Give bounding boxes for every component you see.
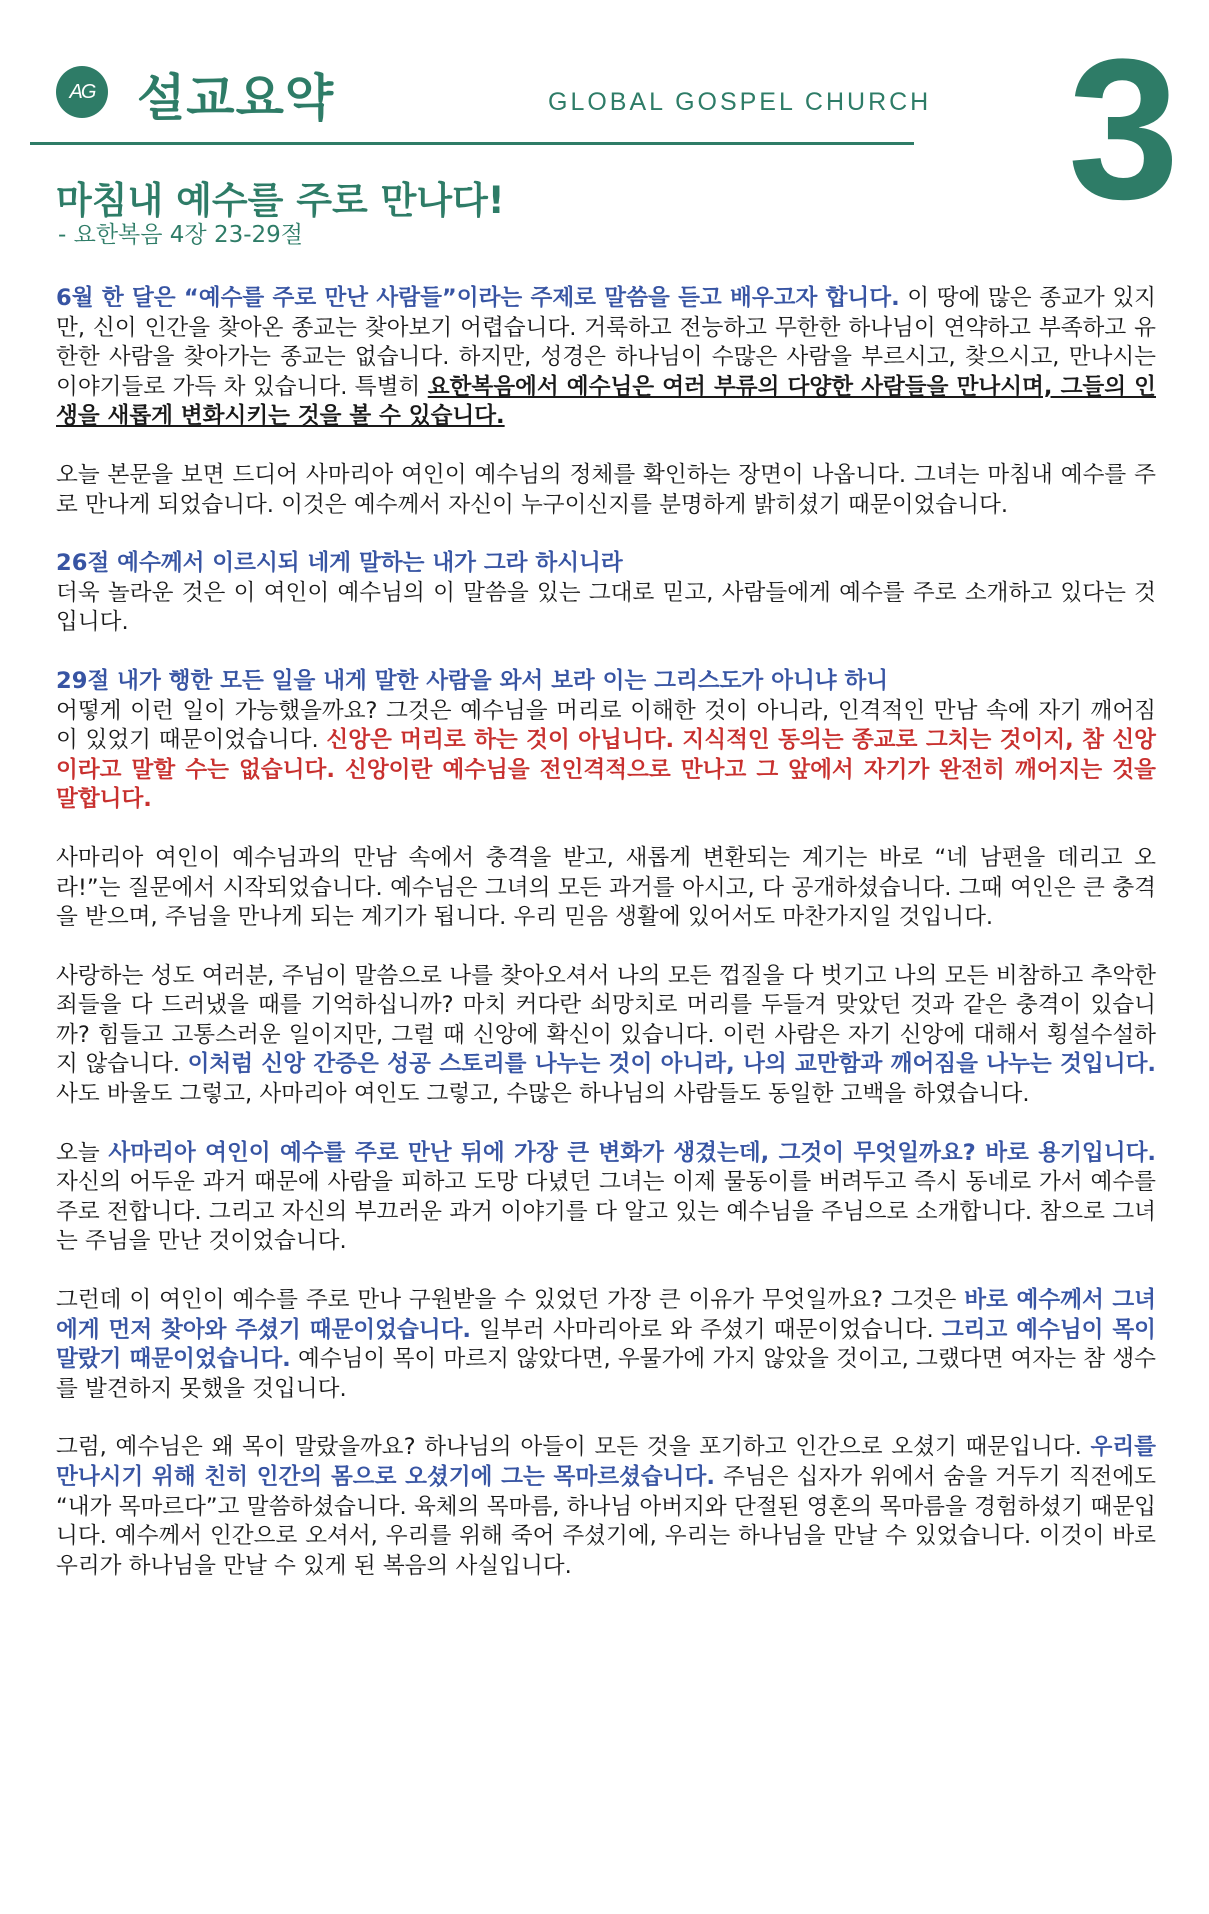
body-text: 더욱 놀라운 것은 이 여인이 예수님의 이 말씀을 있는 그대로 믿고, 사람들에게 예수를 주로 소개하고 있다는 것입니다. <box>56 579 1156 636</box>
verse-quote: 29절 내가 행한 모든 일을 내게 말한 사람을 와서 보라 이는 그리스도가 아니냐 하니 <box>56 667 889 694</box>
paragraph-verse-26 <box>56 549 1156 638</box>
paragraph-encounter: 사마리아 여인이 예수님과의 만남 속에서 충격을 받고, 새롭게 변환되는 계기는 바로 “네 남편을 데리고 오라!”는 질문에서 시작되었습니다. 예수님은 그녀의 모든 과거를 아시고, 다 공개하셨습니다. 그때 여인은 큰 충격을 받으며, 주님을 만나게 되는 계기가 됩니다. 우리 믿음 생활에 있어서도 마찬가지일 것입니다. <box>56 844 1156 931</box>
sermon-body <box>56 284 1156 1610</box>
body-text: 사도 바울도 그렇고, 사마리아 여인도 그렇고, 수많은 하나님의 사람들도 동일한 고백을 하였습니다. <box>56 1081 1030 1108</box>
body-text: 오늘 <box>56 1139 109 1166</box>
brand-title: 설교요약 <box>137 69 335 127</box>
paragraph-thirst <box>56 1433 1156 1581</box>
body-text: 그런데 이 여인이 예수를 주로 만나 구원받을 수 있었던 가장 큰 이유가 무엇일까요? 그것은 <box>56 1287 965 1314</box>
highlight-red: 신앙은 머리로 하는 것이 아닙니다. 지식적인 동의는 종교로 그치는 것이지, 참 신앙이라고 말할 수는 없습니다. 신앙이란 예수님을 전인격적으로 만나고 그 앞에서 자기가 완전히 깨어지는 것을 말합니다. <box>56 727 1157 813</box>
body-text: 이 땅에 많은 종교가 있지만, 신이 인간을 찾아온 종교는 찾아보기 어렵습니다. 거룩하고 전능하고 무한한 하나님이 연약하고 부족하고 유한한 사람을 찾아가는 종교는 없습니다. 하지만, 성경은 하나님이 수많은 사람을 부르시고, 찾으시고, 만나시는 이야기들로 가득 차 있습니다. 특별히 <box>56 285 1156 400</box>
paragraph-reason <box>56 1286 1156 1404</box>
church-logo <box>56 66 108 118</box>
sermon-title: 마침내 예수를 주로 만나다! <box>56 179 505 222</box>
body-text: 그럼, 예수님은 왜 목이 말랐을까요? 하나님의 아들이 모든 것을 포기하고 인간으로 오셨기 때문입니다. <box>56 1434 1091 1461</box>
logo-text: AG <box>69 80 95 103</box>
body-text: 어떻게 이런 일이 가능했을까요? 그것은 예수님을 머리로 이해한 것이 아니라, 인격적인 만남 속에 자기 깨어짐이 있었기 때문이었습니다. <box>56 697 1156 754</box>
body-text: 일부러 사마리아로 와 주셨기 때문이었습니다. <box>471 1316 942 1343</box>
issue-number: 3 <box>1068 18 1180 241</box>
church-name: GLOBAL GOSPEL CHURCH <box>548 88 932 116</box>
body-text: 예수님이 목이 마르지 않았다면, 우물가에 가지 않았을 것이고, 그랬다면 여자는 참 생수를 발견하지 못했을 것입니다. <box>56 1346 1156 1402</box>
verse-quote: 26절 예수께서 이르시되 네게 말하는 내가 그라 하시니라 <box>56 550 623 577</box>
paragraph-identity: 오늘 본문을 보면 드디어 사마리아 여인이 예수님의 정체를 확인하는 장면이 나옵니다. 그녀는 마침내 예수를 주로 만나게 되었습니다. 이것은 예수께서 자신이 누구이신지를 분명하게 밝히셨기 때문이었습니다. <box>56 461 1156 518</box>
highlight-blue: 바로 예수께서 그녀에게 먼저 찾아와 주셨기 때문이었습니다. <box>56 1287 1156 1343</box>
paragraph-verse-29 <box>56 667 1156 815</box>
underlined-emphasis: 요한복음에서 예수님은 여러 부류의 다양한 사람들을 만나시며, 그들의 인생을 새롭게 변화시키는 것을 볼 수 있습니다. <box>56 373 1156 430</box>
body-text: 사랑하는 성도 여러분, 주님이 말씀으로 나를 찾아오셔서 나의 모든 껍질을 다 벗기고 나의 모든 비참하고 추악한 죄들을 다 드러냈을 때를 기억하십니까? 마치 커다란 쇠망치로 머리를 두들겨 맞았던 것과 같은 충격이 있습니까? 힘들고 고통스러운 일이지만, 그럴 때 신앙에 확신이 있습니다. 이런 사람은 자기 신앙에 대해서 횡설수설하지 않습니다. <box>56 962 1156 1078</box>
paragraph-brokenness <box>56 962 1156 1110</box>
highlight-blue: 그리고 예수님이 목이 말랐기 때문이었습니다. <box>56 1316 1156 1373</box>
highlight-blue: 사마리아 여인이 예수를 주로 만난 뒤에 가장 큰 변화가 생겼는데, 그것이 무엇일까요? 바로 용기입니다. <box>108 1139 1156 1166</box>
body-text: 자신의 어두운 과거 때문에 사람을 피하고 도망 다녔던 그녀는 이제 물동이를 버려두고 즉시 동네로 가서 예수를 주로 전합니다. 그리고 자신의 부끄러운 과거 이야기를 다 알고 있는 예수님을 주님으로 소개합니다. 참으로 그녀는 주님을 만난 것이었습니다. <box>56 1169 1156 1255</box>
highlight-blue: 6월 한 달은 “예수를 주로 만난 사람들”이라는 주제로 말씀을 듣고 배우고자 합니다. <box>56 285 900 311</box>
highlight-blue: 우리를 만나시기 위해 친히 인간의 몸으로 오셨기에 그는 목마르셨습니다. <box>56 1434 1156 1490</box>
paragraph-intro <box>56 284 1156 432</box>
highlight-blue: 이처럼 신앙 간증은 성공 스토리를 나누는 것이 아니라, 나의 교만함과 깨어짐을 나누는 것입니다. <box>187 1051 1156 1078</box>
scripture-reference: - 요한복음 4장 23-29절 <box>58 222 304 248</box>
paragraph-courage <box>56 1139 1156 1257</box>
header-divider <box>30 142 914 145</box>
body-text: 주님은 십자가 위에서 숨을 거두기 직전에도 “내가 목마르다”고 말씀하셨습니다. 육체의 목마름, 하나님 아버지와 단절된 영혼의 목마름을 경험하셨기 때문입니다. 예수께서 인간으로 오셔서, 우리를 위해 죽어 주셨기에, 우리는 하나님을 만날 수 있었습니다. 이것이 바로 우리가 하나님을 만날 수 있게 된 복음의 사실입니다. <box>56 1464 1157 1579</box>
